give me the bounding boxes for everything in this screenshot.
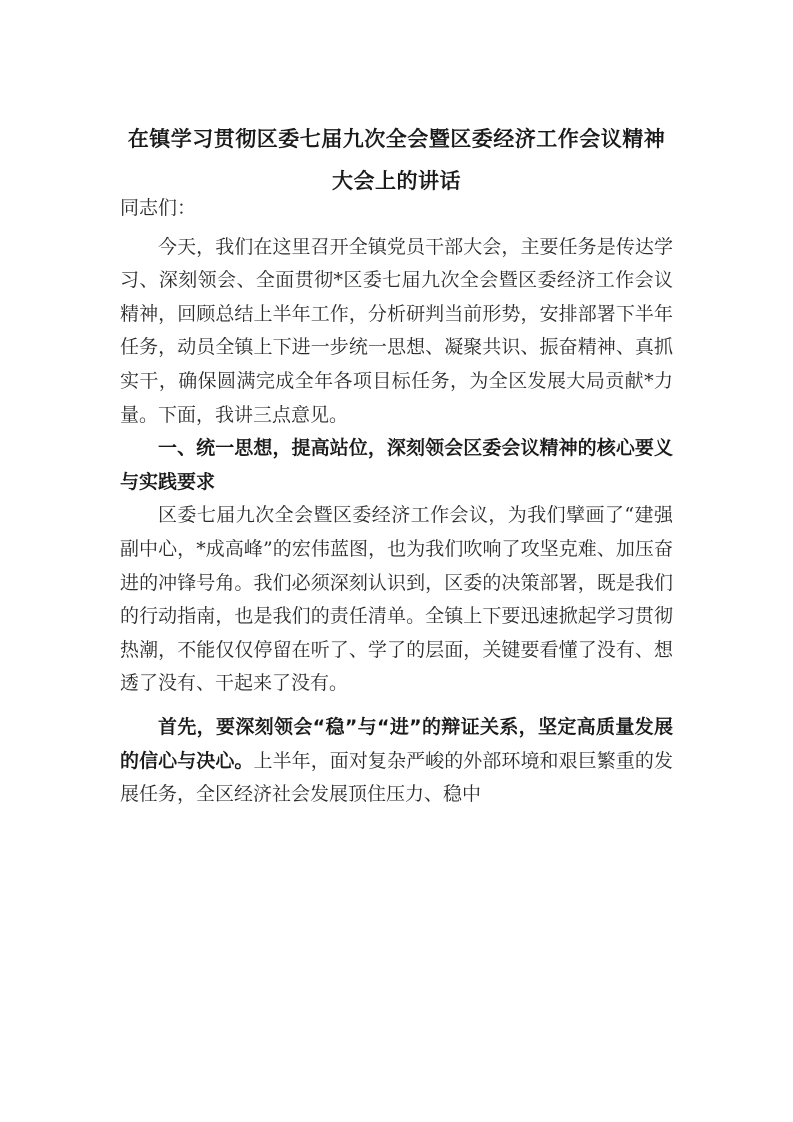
paragraph-opening: 今天，我们在这里召开全镇党员干部大会，主要任务是传达学习、深刻领会、全面贯彻*区委七届九次全会暨区委经济工作会议精神，回顾总结上半年工作，分析研判当前形势，安排部署下半年任务，动员全镇上下进一步统一思想、凝聚共识、振奋精神、真抓实干，确保圆满完成全年各项目标任务，为全区发展大局贡献*力量。下面，我讲三点意见。 [120,235,673,426]
first-point-lead: 首先，要深刻领会“稳”与“进”的辩证关系，坚定高质量发展的信心与决心。 [120,715,673,772]
paragraph-first-point [120,711,673,812]
salutation: 同志们： [120,197,197,219]
document-body [120,192,673,812]
first-point-text: 上半年，面对复杂严峻的外部环境和艰巨繁重的发展任务，全区经济社会发展顶住压力、稳中 [120,749,673,806]
document-title-line-1: 在镇学习贯彻区委七届九次全会暨区委经济工作会议精神 [127,127,666,151]
document-title-line-2: 大会上的讲话 [332,169,461,193]
paragraph-section-1: 区委七届九次全会暨区委经济工作会议，为我们擘画了“建强副中心，*成高峰”的宏伟蓝图，也为我们吹响了攻坚克难、加压奋进的冲锋号角。我们必须深刻认识到，区委的决策部署，既是我们的行动指南，也是我们的责任清单。全镇上下要迅速掀起学习贯彻热潮，不能仅仅停留在听了、学了的层面，关键要看懂了没有、想透了没有、干起来了没有。 [120,504,673,695]
section-heading-1: 一、统一思想，提高站位，深刻领会区委会议精神的核心要义与实践要求 [120,437,673,493]
